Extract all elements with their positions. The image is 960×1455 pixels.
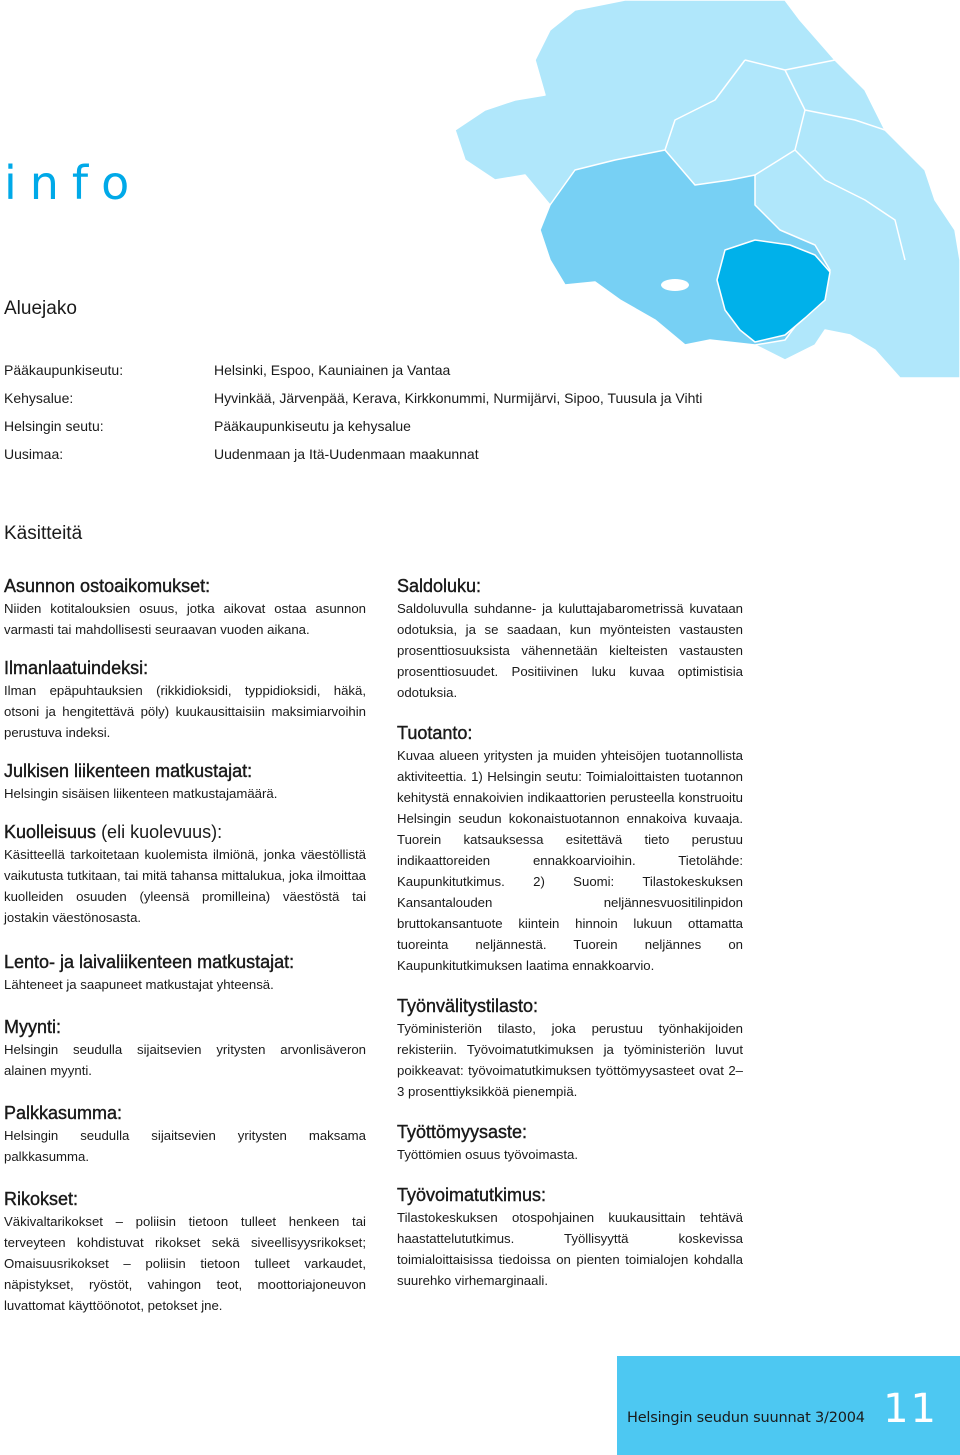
definition-title bbox=[4, 818, 366, 844]
definition-text: Niiden kotitalouksien osuus, jotka aikovat ostaa asunnon varmasti tai mahdollisesti seuraavan vuoden aikana. bbox=[4, 601, 366, 637]
definition-title: Työttömyysaste: bbox=[397, 1122, 528, 1142]
definitions-left-column bbox=[4, 572, 366, 1330]
definition-ilmanlaatuindeksi bbox=[4, 654, 366, 743]
definition-title: Työvoimatutkimus: bbox=[397, 1185, 547, 1205]
definition-title: Myynti: bbox=[4, 1017, 62, 1037]
definition-tyonvalitystilasto bbox=[397, 992, 743, 1102]
definition-lento-ja-laivaliikenteen-matkustajat bbox=[4, 948, 366, 995]
region-row bbox=[4, 412, 702, 440]
definition-title: Lento- ja laivaliikenteen matkustajat: bbox=[4, 952, 295, 972]
definition-title: Asunnon ostoaikomukset: bbox=[4, 576, 211, 596]
region-value: Uudenmaan ja Itä-Uudenmaan maakunnat bbox=[214, 446, 479, 462]
definition-title: Julkisen liikenteen matkustajat: bbox=[4, 761, 253, 781]
definitions-right-column bbox=[397, 572, 743, 1305]
definition-text: Saldoluvulla suhdanne- ja kuluttajabarometrissä kuvataan odotuksia, ja se saadaan, kun myönteisten vastausten prosenttiosuuksista vähennetään kielteisten vastausten prosenttiosuudet. Positiivinen luku kuvaa optimistisia odotuksia. bbox=[397, 601, 743, 700]
definition-tyottomyysaste bbox=[397, 1118, 743, 1165]
section-heading-kasitteita: Käsitteitä bbox=[4, 523, 83, 544]
page-number: 11 bbox=[883, 1386, 938, 1432]
region-row bbox=[4, 356, 702, 384]
publication-name: Helsingin seudun suunnat 3/2004 bbox=[627, 1410, 865, 1426]
region-row bbox=[4, 384, 702, 412]
definition-title: Työnvälitystilasto: bbox=[397, 996, 539, 1016]
region-name: Pääkaupunkiseutu: bbox=[4, 362, 124, 378]
definition-text: Helsingin seudulla sijaitsevien yritysten arvonlisäveron alainen myynti. bbox=[4, 1042, 366, 1078]
definition-text: Työministeriön tilasto, joka perustuu työnhakijoiden rekisteriin. Työvoimatutkimuksen ja työministeriön luvut poikkeavat: työvoimatutkimuksen työttömyysasteet ovat 2–3 prosenttiyksikköä pienempiä. bbox=[397, 1021, 743, 1099]
region-name: Uusimaa: bbox=[4, 446, 64, 462]
definition-text: Helsingin seudulla sijaitsevien yritysten maksama palkkasumma. bbox=[4, 1128, 366, 1164]
region-name: Helsingin seutu: bbox=[4, 418, 104, 434]
region-value: Pääkaupunkiseutu ja kehysalue bbox=[214, 418, 411, 434]
definition-tyovoimatutkimus bbox=[397, 1181, 743, 1291]
definition-rikokset bbox=[4, 1185, 366, 1316]
page-title: info bbox=[4, 156, 143, 210]
definition-text: Käsitteellä tarkoitetaan kuolemista ilmiönä, jonka väestöllistä vaikutusta tutkitaan, tai mitä tahansa mittalukua, joka ilmoittaa kuolleiden osuuden (yleensä promilleina) väestöstä tai jostakin väestönosasta. bbox=[4, 847, 366, 925]
region-map bbox=[455, 0, 960, 378]
definition-text: Väkivaltarikokset – poliisin tietoon tulleet henkeen tai terveyteen kohdistuvat rikokset sekä siveellisyysrikokset; Omaisuusrikokset – poliisin tietoon tulleet varkaudet, näpistykset, ryöstöt, vahingon teot, moottoriajoneuvon luvattomat käyttöönotot, petokset jne. bbox=[4, 1214, 366, 1313]
region-row bbox=[4, 440, 702, 468]
region-value: Helsinki, Espoo, Kauniainen ja Vantaa bbox=[214, 362, 451, 378]
definition-text: Tilastokeskuksen otospohjainen kuukausittain tehtävä haastattelututkimus. Työllisyyttä koskevissa toimialoittaisissa tiedoissa on pienten toimialojen kohdalla suurehko virhemarginaali. bbox=[397, 1210, 743, 1288]
definition-title: Palkkasumma: bbox=[4, 1103, 123, 1123]
definition-palkkasumma bbox=[4, 1099, 366, 1167]
definition-title-extra: (eli kuolevuus): bbox=[96, 822, 223, 842]
definition-title: Rikokset: bbox=[4, 1189, 79, 1209]
definition-title: Saldoluku: bbox=[397, 576, 482, 596]
definition-title-main: Kuolleisuus bbox=[4, 822, 97, 842]
definition-kuolleisuus bbox=[4, 818, 366, 928]
map-lake bbox=[661, 279, 689, 291]
definition-julkisen-liikenteen-matkustajat bbox=[4, 757, 366, 804]
definition-tuotanto bbox=[397, 719, 743, 976]
definition-title: Ilmanlaatuindeksi: bbox=[4, 658, 149, 678]
definition-asunnon-ostoaikomukset bbox=[4, 572, 366, 640]
definition-title: Tuotanto: bbox=[397, 723, 473, 743]
definition-text: Kuvaa alueen yritysten ja muiden yhteisöjen tuotannollista aktiviteettia. 1) Helsingin seutu: Toimialoittaisten tuotannon kehitystä ennakoivien indikaattorien perusteella konstruoitu Helsingin seudun kokonaistuotannon ennakoiva kuvaaja. Tuorein katsauksessa esitettävä tieto perustuu indikaattoreiden ennakkoarvioihin. Tietolähde: Kaupunkitutkimus. 2) Suomi: Tilastokeskuksen Kansantalouden neljännesvuositilinpidon bruttokansantuote kiintein hinnoin lukuun ottamatta tuoreinta neljännestä. Tuorein neljännes on Kaupunkitutkimuksen laatima ennakkoarvio. bbox=[397, 748, 743, 973]
definition-myynti bbox=[4, 1013, 366, 1081]
definition-text: Helsingin sisäisen liikenteen matkustajamäärä. bbox=[4, 786, 278, 801]
definition-text: Työttömien osuus työvoimasta. bbox=[397, 1147, 579, 1162]
definition-saldoluku bbox=[397, 572, 743, 703]
region-table bbox=[4, 356, 702, 468]
footer-box bbox=[617, 1356, 960, 1455]
definition-text: Lähteneet ja saapuneet matkustajat yhteensä. bbox=[4, 977, 274, 992]
region-value: Hyvinkää, Järvenpää, Kerava, Kirkkonummi, Nurmijärvi, Sipoo, Tuusula ja Vihti bbox=[214, 390, 703, 406]
section-heading-aluejako: Aluejako bbox=[4, 298, 77, 319]
definition-text: Ilman epäpuhtauksien (rikkidioksidi, typpidioksidi, häkä, otsoni ja hengitettävä pöly) kuukausittaisiin maksimiarvoihin perustuva indeksi. bbox=[4, 683, 366, 740]
region-name: Kehysalue: bbox=[4, 390, 74, 406]
